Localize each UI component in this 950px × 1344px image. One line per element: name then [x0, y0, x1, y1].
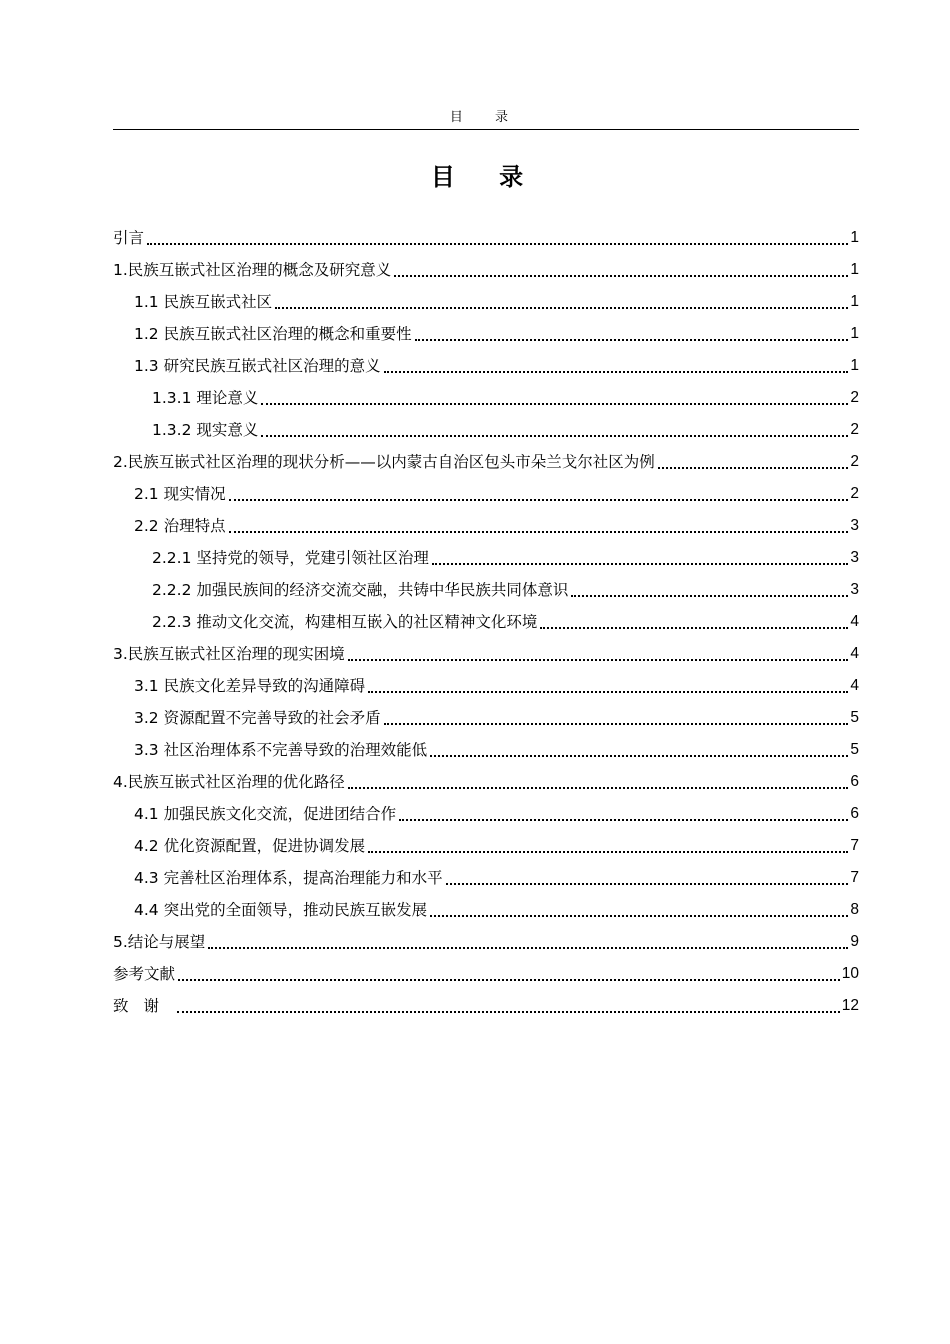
toc-entry-section-3-1[interactable]	[113, 670, 859, 702]
dot-leader	[208, 947, 848, 949]
toc-entry-section-2-1[interactable]	[113, 478, 859, 510]
toc-entry-section-4-3[interactable]	[113, 862, 859, 894]
toc-entry-section-2-2-2[interactable]	[113, 574, 859, 606]
table-of-contents	[113, 222, 859, 1022]
toc-entry-label: 致谢	[113, 997, 175, 1015]
toc-entry-section-2-2-1[interactable]	[113, 542, 859, 574]
toc-page-number: 6	[850, 805, 859, 822]
dot-leader	[275, 307, 848, 309]
toc-page-number: 1	[850, 293, 859, 310]
toc-entry-section-2-2-3[interactable]	[113, 606, 859, 638]
toc-entry-label: 4.2 优化资源配置，促进协调发展	[134, 837, 366, 855]
toc-entry-label: 1.3.1 理论意义	[152, 389, 259, 407]
dot-leader	[178, 979, 840, 981]
dot-leader	[399, 819, 848, 821]
toc-entry-section-1-3[interactable]	[113, 350, 859, 382]
toc-entry-chapter-3[interactable]	[113, 638, 859, 670]
toc-entry-label: 3.1 民族文化差异导致的沟通障碍	[134, 677, 366, 695]
toc-entry-label: 5.结论与展望	[113, 933, 206, 951]
dot-leader	[384, 371, 849, 373]
dot-leader	[147, 243, 848, 245]
toc-entry-label: 1.1 民族互嵌式社区	[134, 293, 273, 311]
toc-page-number: 3	[850, 581, 859, 598]
toc-entry-chapter-4[interactable]	[113, 766, 859, 798]
toc-entry-label: 2.1 现实情况	[134, 485, 226, 503]
toc-page-number: 1	[850, 261, 859, 278]
toc-page-number: 5	[850, 709, 859, 726]
toc-entry-chapter-2[interactable]	[113, 446, 859, 478]
toc-entry-label: 4.1 加强民族文化交流，促进团结合作	[134, 805, 397, 823]
toc-entry-references[interactable]	[113, 958, 859, 990]
running-header: 目 录	[449, 110, 523, 125]
toc-entry-label: 4.3 完善杜区治理体系，提高治理能力和水平	[134, 869, 443, 887]
toc-page-number: 1	[850, 357, 859, 374]
toc-page-number: 5	[850, 741, 859, 758]
toc-entry-section-4-1[interactable]	[113, 798, 859, 830]
toc-entry-label: 2.2.3 推动文化交流，构建相互嵌入的社区精神文化环境	[152, 613, 538, 631]
toc-entry-label: 2.民族互嵌式社区治理的现状分析——以内蒙古自治区包头市朵兰戈尔社区为例	[113, 453, 655, 471]
toc-page-number: 7	[850, 869, 859, 886]
toc-page-number: 4	[850, 645, 859, 662]
toc-entry-section-3-2[interactable]	[113, 702, 859, 734]
header-divider	[113, 129, 859, 130]
toc-page-number: 3	[850, 549, 859, 566]
toc-entry-label: 3.3 社区治理体系不完善导致的治理效能低	[134, 741, 428, 759]
dot-leader	[430, 755, 848, 757]
toc-entry-label: 引言	[113, 229, 145, 247]
toc-entry-acknowledgements[interactable]	[113, 990, 859, 1022]
dot-leader	[261, 435, 848, 437]
toc-entry-label: 参考文献	[113, 965, 176, 983]
dot-leader	[658, 467, 849, 469]
page-title: 目 录	[430, 163, 542, 191]
toc-entry-label: 4.民族互嵌式社区治理的优化路径	[113, 773, 345, 791]
dot-leader	[432, 563, 849, 565]
dot-leader	[415, 339, 849, 341]
toc-entry-label: 3.民族互嵌式社区治理的现实困境	[113, 645, 345, 663]
toc-entry-label: 3.2 资源配置不完善导致的社会矛盾	[134, 709, 381, 727]
dot-leader	[430, 915, 848, 917]
dot-leader	[540, 627, 848, 629]
toc-page-number: 8	[850, 901, 859, 918]
toc-page-number: 4	[850, 677, 859, 694]
dot-leader	[368, 851, 848, 853]
toc-entry-label: 2.2 治理特点	[134, 517, 226, 535]
dot-leader	[229, 531, 849, 533]
dot-leader	[368, 691, 848, 693]
toc-page-number: 3	[850, 517, 859, 534]
toc-page-number: 12	[841, 997, 859, 1014]
toc-entry-section-2-2[interactable]	[113, 510, 859, 542]
toc-page-number: 7	[850, 837, 859, 854]
toc-entry-label: 2.2.2 加强民族间的经济交流交融，共铸中华民族共同体意识	[152, 581, 569, 599]
toc-page-number: 2	[850, 453, 859, 470]
toc-entry-section-4-2[interactable]	[113, 830, 859, 862]
toc-entry-chapter-5[interactable]	[113, 926, 859, 958]
toc-entry-section-1-1[interactable]	[113, 286, 859, 318]
dot-leader	[394, 275, 848, 277]
toc-entry-label: 1.3 研究民族互嵌式社区治理的意义	[134, 357, 381, 375]
toc-entry-chapter-1[interactable]	[113, 254, 859, 286]
toc-page-number: 4	[850, 613, 859, 630]
toc-page-number: 2	[850, 485, 859, 502]
toc-entry-label: 1.2 民族互嵌式社区治理的概念和重要性	[134, 325, 412, 343]
dot-leader	[348, 659, 849, 661]
toc-entry-label: 2.2.1 坚持党的领导，党建引领社区治理	[152, 549, 429, 567]
toc-page-number: 6	[850, 773, 859, 790]
dot-leader	[229, 499, 849, 501]
toc-page-number: 2	[850, 389, 859, 406]
dot-leader	[261, 403, 848, 405]
toc-page-number: 2	[850, 421, 859, 438]
toc-entry-introduction[interactable]	[113, 222, 859, 254]
toc-page-number: 1	[850, 325, 859, 342]
toc-entry-section-1-3-2[interactable]	[113, 414, 859, 446]
dot-leader	[571, 595, 848, 597]
toc-entry-label: 4.4 突出党的全面领导，推动民族互嵌发展	[134, 901, 428, 919]
toc-page-number: 1	[850, 229, 859, 246]
toc-entry-section-4-4[interactable]	[113, 894, 859, 926]
toc-page-number: 9	[850, 933, 859, 950]
toc-page-number: 10	[841, 965, 859, 982]
toc-entry-section-1-3-1[interactable]	[113, 382, 859, 414]
dot-leader	[348, 787, 849, 789]
toc-entry-label: 1.民族互嵌式社区治理的概念及研究意义	[113, 261, 392, 279]
dot-leader	[384, 723, 849, 725]
toc-entry-section-3-3[interactable]	[113, 734, 859, 766]
toc-entry-section-1-2[interactable]	[113, 318, 859, 350]
toc-entry-label: 1.3.2 现实意义	[152, 421, 259, 439]
dot-leader	[177, 1011, 840, 1013]
dot-leader	[446, 883, 849, 885]
